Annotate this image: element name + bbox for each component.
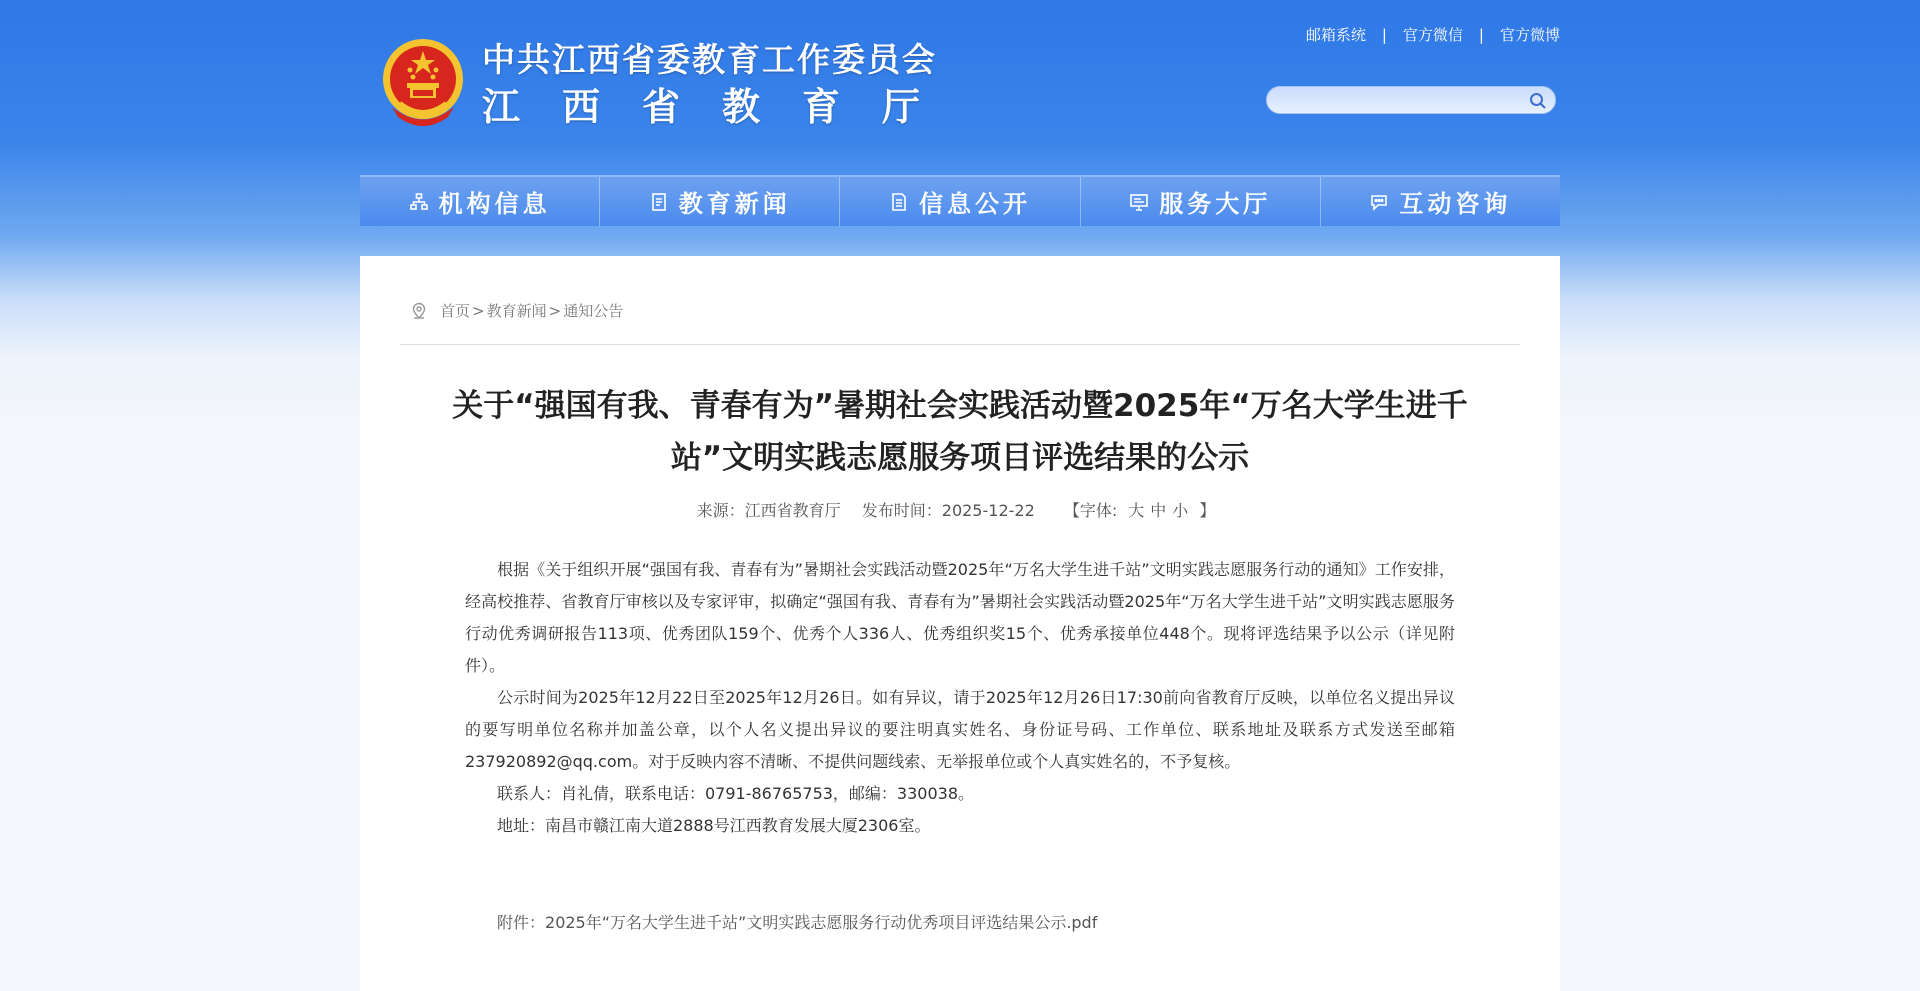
breadcrumb-news[interactable]: 教育新闻 (486, 302, 547, 320)
nav-item-info-disclosure[interactable] (840, 177, 1080, 226)
nav-label: 机构信息 (438, 190, 551, 218)
link-separator: | (1478, 25, 1484, 44)
article-paragraph: 公示时间为2025年12月22日至2025年12月26日。如有异议，请于2025年12月26日17:30前向省教育厅反映，以单位名义提出异议的要写明单位名称并加盖公章，以个人名义提出异议的要注明真实姓名、身份证号码、工作单位、联系地址及联系方式发送至邮箱237920892@qq.com。对于反映内容不清晰、不提供问题线索、无举报单位或个人真实姓名的，不予复核。 (465, 688, 1455, 771)
breadcrumb-home[interactable]: 首页 (440, 302, 471, 320)
breadcrumb-notice[interactable]: 通知公告 (563, 302, 624, 320)
nav-label: 服务大厅 (1159, 190, 1272, 218)
top-links (1306, 24, 1560, 45)
font-size-large[interactable]: 大 (1128, 501, 1145, 520)
link-official-wechat[interactable]: 官方微信 (1402, 26, 1463, 44)
document-icon (649, 192, 669, 212)
org-chart-icon (409, 192, 429, 212)
attachment-link[interactable]: 2025年“万名大学生进千站”文明实践志愿服务行动优秀项目评选结果公示.pdf (545, 913, 1098, 932)
monitor-icon (1129, 192, 1149, 212)
article-paragraph: 根据《关于组织开展“强国有我、青春有为”暑期社会实践活动暨2025年“万名大学生进千站”文明实践志愿服务行动的通知》工作安排，经高校推荐、省教育厅审核以及专家评审，拟确定“强国有我、青春有为”暑期社会实践活动暨2025年“万名大学生进千站”文明实践志愿服务行动优秀调研报告113项、优秀团队159个、优秀个人336人、优秀组织奖15个、优秀承接单位448个。现将评选结果予以公示（详见附件）。 (465, 560, 1455, 675)
nav-item-institution[interactable] (360, 177, 600, 226)
search-input[interactable] (1267, 87, 1517, 113)
divider (400, 344, 1520, 345)
font-size-small[interactable]: 小 (1172, 501, 1189, 520)
list-document-icon (889, 192, 909, 212)
nav-item-service-hall[interactable] (1081, 177, 1321, 226)
article-body (465, 554, 1455, 842)
article-meta (360, 498, 1560, 521)
nav-label: 互动咨询 (1399, 190, 1512, 218)
article-source: 来源：江西省教育厅 (696, 501, 841, 520)
attachment (497, 910, 1097, 933)
site-name (482, 38, 962, 132)
nav-label: 信息公开 (919, 190, 1031, 218)
location-pin-icon (410, 302, 428, 320)
chat-bubble-icon (1369, 192, 1389, 212)
attachment-label: 附件： (497, 913, 546, 932)
article-date: 发布时间：2025-12-22 (861, 501, 1035, 520)
national-emblem-icon (380, 37, 466, 129)
link-separator: | (1381, 25, 1387, 44)
nav-item-news[interactable] (600, 177, 840, 226)
site-header (360, 0, 1560, 175)
article-container (360, 256, 1560, 991)
site-name-line1: 中共江西省委教育工作委员会 (482, 40, 937, 79)
link-email-system[interactable]: 邮箱系统 (1305, 26, 1366, 44)
main-nav (360, 175, 1560, 226)
search-icon[interactable] (1529, 92, 1547, 110)
nav-item-interaction[interactable] (1321, 177, 1560, 226)
link-official-weibo[interactable]: 官方微博 (1499, 26, 1560, 44)
article-title: 关于“强国有我、青春有为”暑期社会实践活动暨2025年“万名大学生进千站”文明实践志愿服务项目评选结果的公示 (452, 388, 1468, 476)
article-paragraph: 联系人：肖礼倩，联系电话：0791-86765753，邮编：330038。 (497, 784, 975, 803)
site-name-line2: 江西省教育厅 (482, 85, 963, 129)
search-box (1266, 86, 1556, 114)
breadcrumb: 首页 > 教育新闻 > 通知公告 (410, 300, 623, 321)
font-size-medium[interactable]: 中 (1150, 501, 1167, 520)
font-size-switcher: 【字体: 大 中 小 】 (1063, 501, 1216, 520)
article-paragraph: 地址：南昌市赣江南大道2888号江西教育发展大厦2306室。 (497, 816, 931, 835)
nav-label: 教育新闻 (678, 190, 791, 218)
